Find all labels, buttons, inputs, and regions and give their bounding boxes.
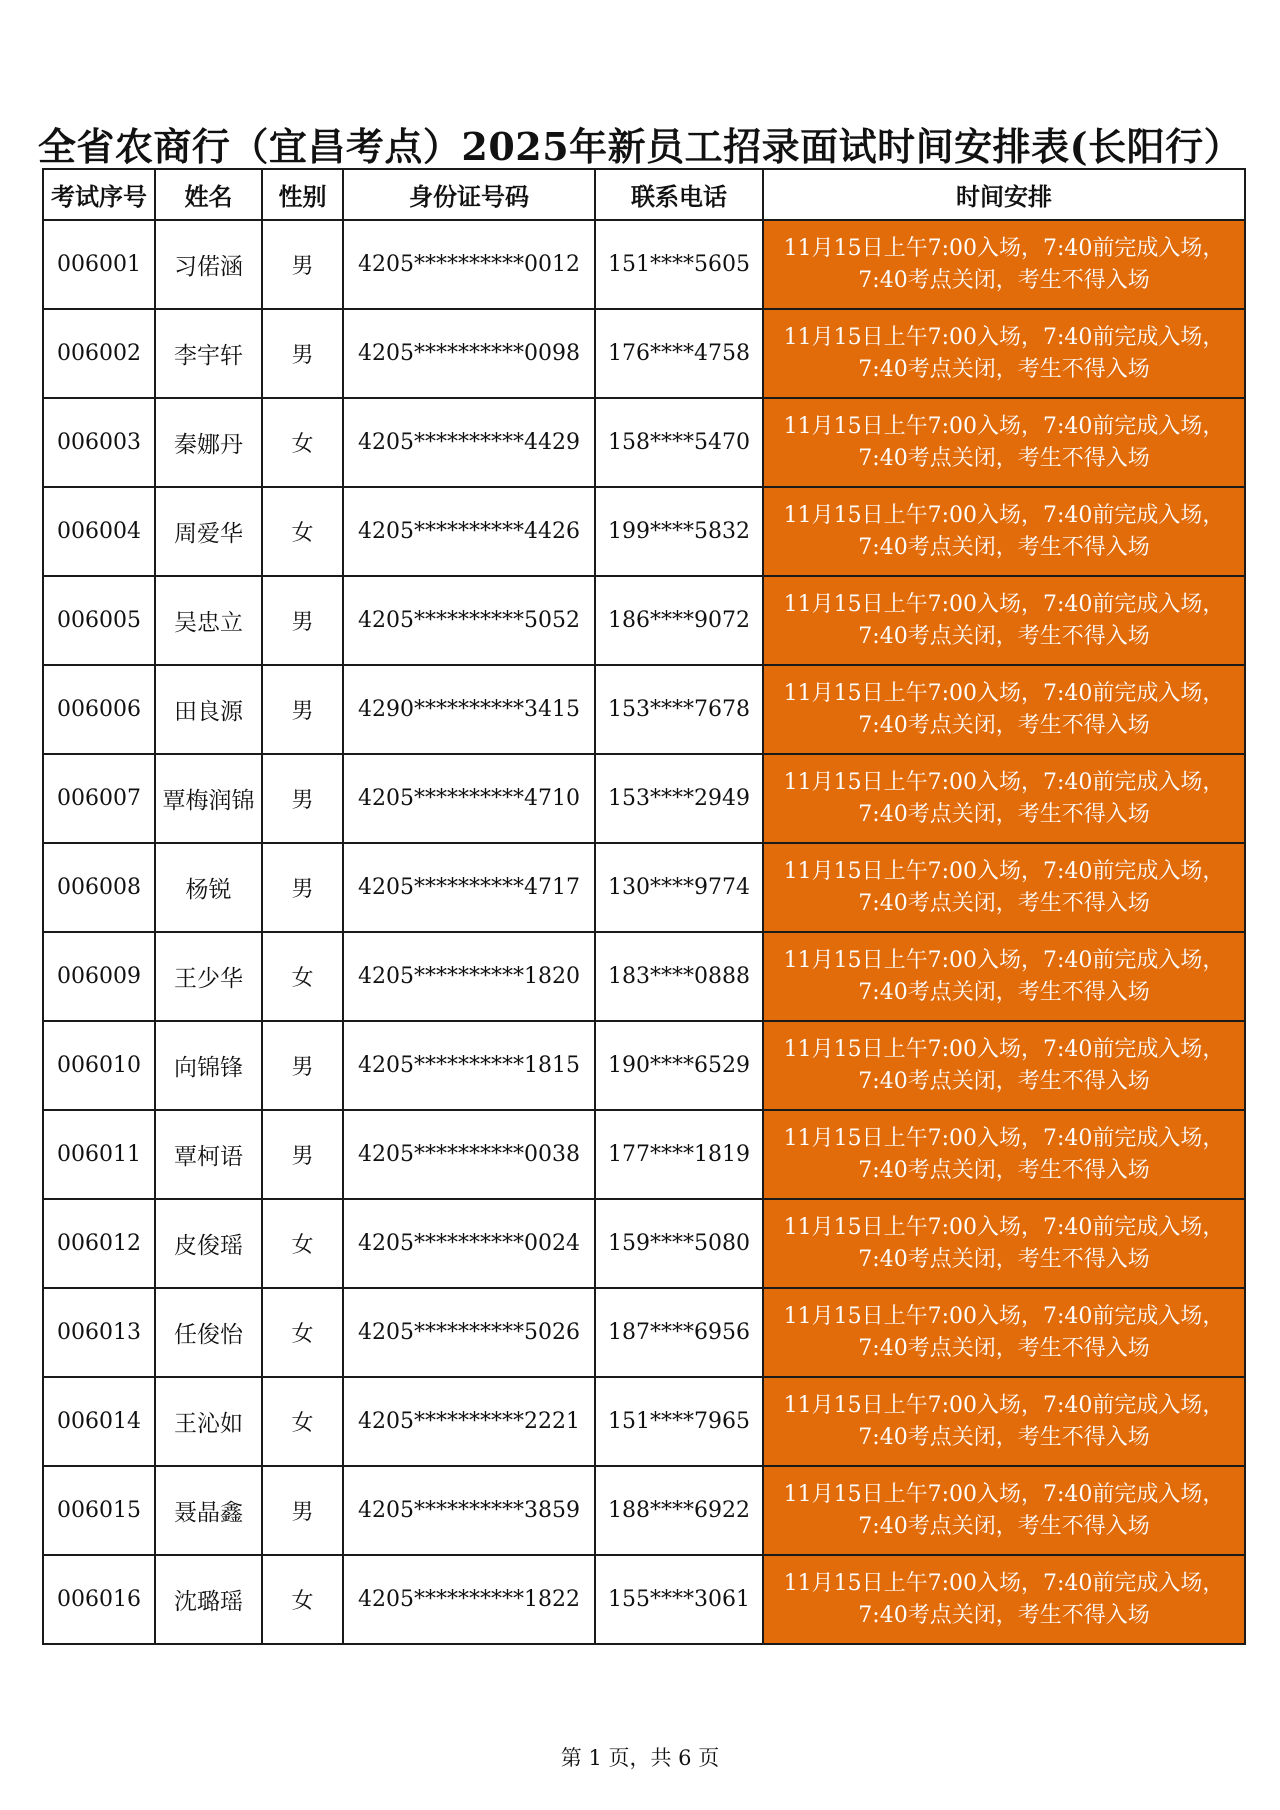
cell-phone: 159****5080 — [595, 1199, 763, 1288]
cell-phone: 153****7678 — [595, 665, 763, 754]
cell-gender: 男 — [262, 576, 343, 665]
cell-schedule: 11月15日上午7:00入场，7:40前完成入场，7:40考点关闭，考生不得入场 — [763, 220, 1245, 309]
cell-phone: 151****5605 — [595, 220, 763, 309]
cell-name: 杨锐 — [155, 843, 262, 932]
cell-gender: 男 — [262, 754, 343, 843]
cell-phone: 155****3061 — [595, 1555, 763, 1644]
cell-gender: 女 — [262, 1555, 343, 1644]
cell-id-number: 4205**********0012 — [343, 220, 595, 309]
cell-phone: 158****5470 — [595, 398, 763, 487]
cell-gender: 女 — [262, 487, 343, 576]
cell-gender: 男 — [262, 1021, 343, 1110]
cell-seq: 006002 — [43, 309, 155, 398]
cell-gender: 女 — [262, 398, 343, 487]
cell-id-number: 4205**********4717 — [343, 843, 595, 932]
table-row — [43, 1288, 1245, 1377]
cell-phone: 130****9774 — [595, 843, 763, 932]
cell-seq: 006010 — [43, 1021, 155, 1110]
cell-name: 聂晶鑫 — [155, 1466, 262, 1555]
cell-name: 沈璐瑶 — [155, 1555, 262, 1644]
table-row — [43, 1199, 1245, 1288]
cell-schedule: 11月15日上午7:00入场，7:40前完成入场，7:40考点关闭，考生不得入场 — [763, 754, 1245, 843]
cell-seq: 006012 — [43, 1199, 155, 1288]
cell-name: 秦娜丹 — [155, 398, 262, 487]
cell-schedule: 11月15日上午7:00入场，7:40前完成入场，7:40考点关闭，考生不得入场 — [763, 1555, 1245, 1644]
cell-schedule: 11月15日上午7:00入场，7:40前完成入场，7:40考点关闭，考生不得入场 — [763, 932, 1245, 1021]
cell-seq: 006013 — [43, 1288, 155, 1377]
table-row — [43, 754, 1245, 843]
table-row — [43, 1377, 1245, 1466]
cell-gender: 男 — [262, 665, 343, 754]
cell-seq: 006004 — [43, 487, 155, 576]
cell-seq: 006009 — [43, 932, 155, 1021]
cell-gender: 女 — [262, 1199, 343, 1288]
cell-seq: 006008 — [43, 843, 155, 932]
cell-name: 田良源 — [155, 665, 262, 754]
table-row — [43, 1466, 1245, 1555]
table-row — [43, 487, 1245, 576]
cell-gender: 男 — [262, 1466, 343, 1555]
column-header-gender: 性别 — [262, 169, 343, 220]
cell-schedule: 11月15日上午7:00入场，7:40前完成入场，7:40考点关闭，考生不得入场 — [763, 487, 1245, 576]
cell-name: 习偌涵 — [155, 220, 262, 309]
page-title: 全省农商行（宜昌考点）2025年新员工招录面试时间安排表(长阳行） — [37, 124, 1243, 169]
cell-name: 吴忠立 — [155, 576, 262, 665]
cell-schedule: 11月15日上午7:00入场，7:40前完成入场，7:40考点关闭，考生不得入场 — [763, 665, 1245, 754]
column-header-phone: 联系电话 — [595, 169, 763, 220]
cell-name: 王沁如 — [155, 1377, 262, 1466]
cell-phone: 177****1819 — [595, 1110, 763, 1199]
cell-gender: 女 — [262, 932, 343, 1021]
cell-seq: 006011 — [43, 1110, 155, 1199]
cell-id-number: 4205**********4710 — [343, 754, 595, 843]
cell-name: 覃柯语 — [155, 1110, 262, 1199]
table-row — [43, 665, 1245, 754]
cell-schedule: 11月15日上午7:00入场，7:40前完成入场，7:40考点关闭，考生不得入场 — [763, 576, 1245, 665]
cell-name: 覃梅润锦 — [155, 754, 262, 843]
cell-seq: 006005 — [43, 576, 155, 665]
cell-id-number: 4205**********3859 — [343, 1466, 595, 1555]
cell-schedule: 11月15日上午7:00入场，7:40前完成入场，7:40考点关闭，考生不得入场 — [763, 1110, 1245, 1199]
cell-name: 王少华 — [155, 932, 262, 1021]
cell-seq: 006007 — [43, 754, 155, 843]
table-body — [43, 220, 1245, 1644]
cell-schedule: 11月15日上午7:00入场，7:40前完成入场，7:40考点关闭，考生不得入场 — [763, 1466, 1245, 1555]
cell-phone: 186****9072 — [595, 576, 763, 665]
cell-seq: 006006 — [43, 665, 155, 754]
cell-gender: 男 — [262, 309, 343, 398]
cell-schedule: 11月15日上午7:00入场，7:40前完成入场，7:40考点关闭，考生不得入场 — [763, 843, 1245, 932]
cell-id-number: 4205**********2221 — [343, 1377, 595, 1466]
page-number: 第 1 页，共 6 页 — [560, 1746, 720, 1770]
cell-phone: 199****5832 — [595, 487, 763, 576]
cell-schedule: 11月15日上午7:00入场，7:40前完成入场，7:40考点关闭，考生不得入场 — [763, 398, 1245, 487]
cell-phone: 187****6956 — [595, 1288, 763, 1377]
cell-id-number: 4205**********4429 — [343, 398, 595, 487]
cell-gender: 男 — [262, 220, 343, 309]
cell-id-number: 4205**********4426 — [343, 487, 595, 576]
table-row — [43, 1021, 1245, 1110]
cell-schedule: 11月15日上午7:00入场，7:40前完成入场，7:40考点关闭，考生不得入场 — [763, 309, 1245, 398]
cell-seq: 006016 — [43, 1555, 155, 1644]
table-row — [43, 220, 1245, 309]
table-row — [43, 843, 1245, 932]
cell-gender: 女 — [262, 1288, 343, 1377]
cell-name: 周爱华 — [155, 487, 262, 576]
cell-seq: 006015 — [43, 1466, 155, 1555]
cell-phone: 176****4758 — [595, 309, 763, 398]
cell-id-number: 4205**********0038 — [343, 1110, 595, 1199]
cell-phone: 153****2949 — [595, 754, 763, 843]
table-row — [43, 932, 1245, 1021]
cell-seq: 006014 — [43, 1377, 155, 1466]
table-row — [43, 309, 1245, 398]
cell-name: 任俊怡 — [155, 1288, 262, 1377]
cell-schedule: 11月15日上午7:00入场，7:40前完成入场，7:40考点关闭，考生不得入场 — [763, 1377, 1245, 1466]
cell-phone: 188****6922 — [595, 1466, 763, 1555]
cell-id-number: 4205**********1820 — [343, 932, 595, 1021]
cell-id-number: 4290**********3415 — [343, 665, 595, 754]
cell-id-number: 4205**********1815 — [343, 1021, 595, 1110]
cell-seq: 006003 — [43, 398, 155, 487]
column-header-schedule: 时间安排 — [763, 169, 1245, 220]
cell-id-number: 4205**********1822 — [343, 1555, 595, 1644]
cell-seq: 006001 — [43, 220, 155, 309]
table-row — [43, 1555, 1245, 1644]
cell-name: 皮俊瑶 — [155, 1199, 262, 1288]
column-header-id-number: 身份证号码 — [343, 169, 595, 220]
cell-gender: 女 — [262, 1377, 343, 1466]
interview-schedule-table — [42, 168, 1246, 1645]
cell-id-number: 4205**********0024 — [343, 1199, 595, 1288]
table-row — [43, 1110, 1245, 1199]
cell-phone: 190****6529 — [595, 1021, 763, 1110]
cell-id-number: 4205**********0098 — [343, 309, 595, 398]
table-header-row — [43, 169, 1245, 220]
cell-phone: 183****0888 — [595, 932, 763, 1021]
cell-schedule: 11月15日上午7:00入场，7:40前完成入场，7:40考点关闭，考生不得入场 — [763, 1288, 1245, 1377]
table-row — [43, 576, 1245, 665]
cell-gender: 男 — [262, 1110, 343, 1199]
cell-phone: 151****7965 — [595, 1377, 763, 1466]
column-header-seq: 考试序号 — [43, 169, 155, 220]
cell-schedule: 11月15日上午7:00入场，7:40前完成入场，7:40考点关闭，考生不得入场 — [763, 1199, 1245, 1288]
cell-id-number: 4205**********5026 — [343, 1288, 595, 1377]
cell-name: 李宇轩 — [155, 309, 262, 398]
cell-gender: 男 — [262, 843, 343, 932]
column-header-name: 姓名 — [155, 169, 262, 220]
table-row — [43, 398, 1245, 487]
cell-schedule: 11月15日上午7:00入场，7:40前完成入场，7:40考点关闭，考生不得入场 — [763, 1021, 1245, 1110]
cell-name: 向锦锋 — [155, 1021, 262, 1110]
cell-id-number: 4205**********5052 — [343, 576, 595, 665]
